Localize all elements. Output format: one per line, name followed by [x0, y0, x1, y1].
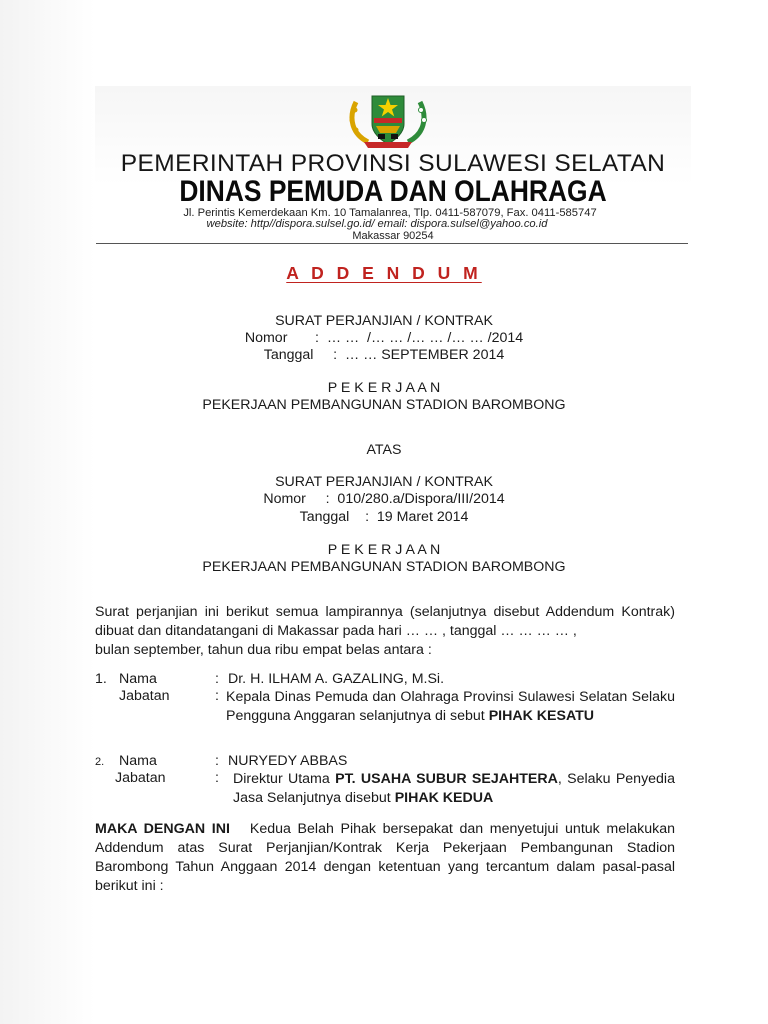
department-title: DINAS PEMUDA DAN OLAHRAGA — [179, 175, 607, 208]
party-nama-label: Nama — [119, 671, 157, 687]
addendum-contract-tanggal: Tanggal : … … SEPTEMBER 2014 — [263, 347, 505, 363]
party-jabatan-label: Jabatan — [115, 770, 166, 786]
original-contract-heading: SURAT PERJANJIAN / KONTRAK — [275, 474, 493, 490]
addendum-contract-heading: SURAT PERJANJIAN / KONTRAK — [275, 313, 493, 329]
work-label: P E K E R J A A N — [327, 542, 441, 558]
original-contract-tanggal: Tanggal : 19 Maret 2014 — [299, 509, 469, 525]
position-text: Kepala Dinas Pemuda dan Olahraga Provinsi Sulawesi Selatan Selaku Pengguna Anggaran selanjutnya di sebut — [226, 689, 675, 724]
address-line: Jl. Perintis Kemerdekaan Km. 10 Tamalanrea, Tlp. 0411-587079, Fax. 0411-585747 — [183, 207, 597, 219]
party-nama-label: Nama — [119, 753, 157, 769]
position-text: , Selaku Penyedia Jasa Selanjutnya disebut — [233, 771, 675, 806]
party-separator: : — [215, 753, 219, 769]
party-1-name: Dr. H. ILHAM A. GAZALING, M.Si. — [228, 671, 445, 687]
party-separator: : — [215, 770, 219, 786]
closing-paragraph — [95, 820, 675, 896]
document-title: A D D E N D U M — [286, 263, 482, 283]
letterhead-divider — [96, 243, 688, 244]
position-text: Direktur Utama — [233, 771, 330, 787]
party-1-position — [226, 688, 675, 726]
party-2-name: NURYEDY ABBAS — [228, 753, 348, 769]
addendum-contract-nomor: Nomor : … … /… … /… … /… … /2014 — [244, 330, 524, 346]
atas-label: ATAS — [366, 442, 402, 458]
government-title: PEMERINTAH PROVINSI SULAWESI SELATAN — [120, 150, 666, 177]
party-number: 1. — [95, 671, 107, 687]
party-number: 2. — [95, 756, 105, 768]
work-label: P E K E R J A A N — [327, 380, 441, 396]
work-name: PEKERJAAN PEMBANGUNAN STADION BAROMBONG — [202, 559, 566, 575]
party-role: PIHAK KESATU — [488, 708, 595, 724]
provincial-emblem-icon — [338, 84, 438, 150]
closing-lead: MAKA DENGAN INI — [95, 821, 230, 837]
intro-text: Surat perjanjian ini berikut semua lampirannya (selanjutnya disebut Addendum Kontrak) dibuat dan ditandatangani di Makassar pada hari … … , tanggal … … … … , — [95, 604, 675, 639]
original-contract-nomor: Nomor : 010/280.a/Dispora/III/2014 — [263, 491, 505, 507]
party-role: PIHAK KEDUA — [394, 790, 494, 806]
intro-paragraph — [95, 603, 675, 660]
party-2-position — [233, 770, 675, 808]
party-separator: : — [215, 688, 219, 704]
website-email-line: website: http//dispora.sulsel.go.id/ email: dispora.sulsel@yahoo.co.id — [206, 218, 548, 230]
work-name: PEKERJAAN PEMBANGUNAN STADION BAROMBONG — [202, 397, 566, 413]
party-separator: : — [215, 671, 219, 687]
party-jabatan-label: Jabatan — [119, 688, 170, 704]
company-name: PT. USAHA SUBUR SEJAHTERA — [335, 771, 558, 787]
closing-text: Kedua Belah Pihak bersepakat dan menyetujui untuk melakukan Addendum atas Surat Perjanjian/Kontrak Kerja Pekerjaan Pembangunan Stadion Barombong Tahun Anggaan 2014 dengan ketentuan yang tercantum dalam pasal-pasal berikut ini : — [95, 821, 676, 894]
city-postal-line: Makassar 90254 — [352, 230, 434, 242]
intro-text: bulan september, tahun dua ribu empat belas antara : — [95, 642, 432, 658]
